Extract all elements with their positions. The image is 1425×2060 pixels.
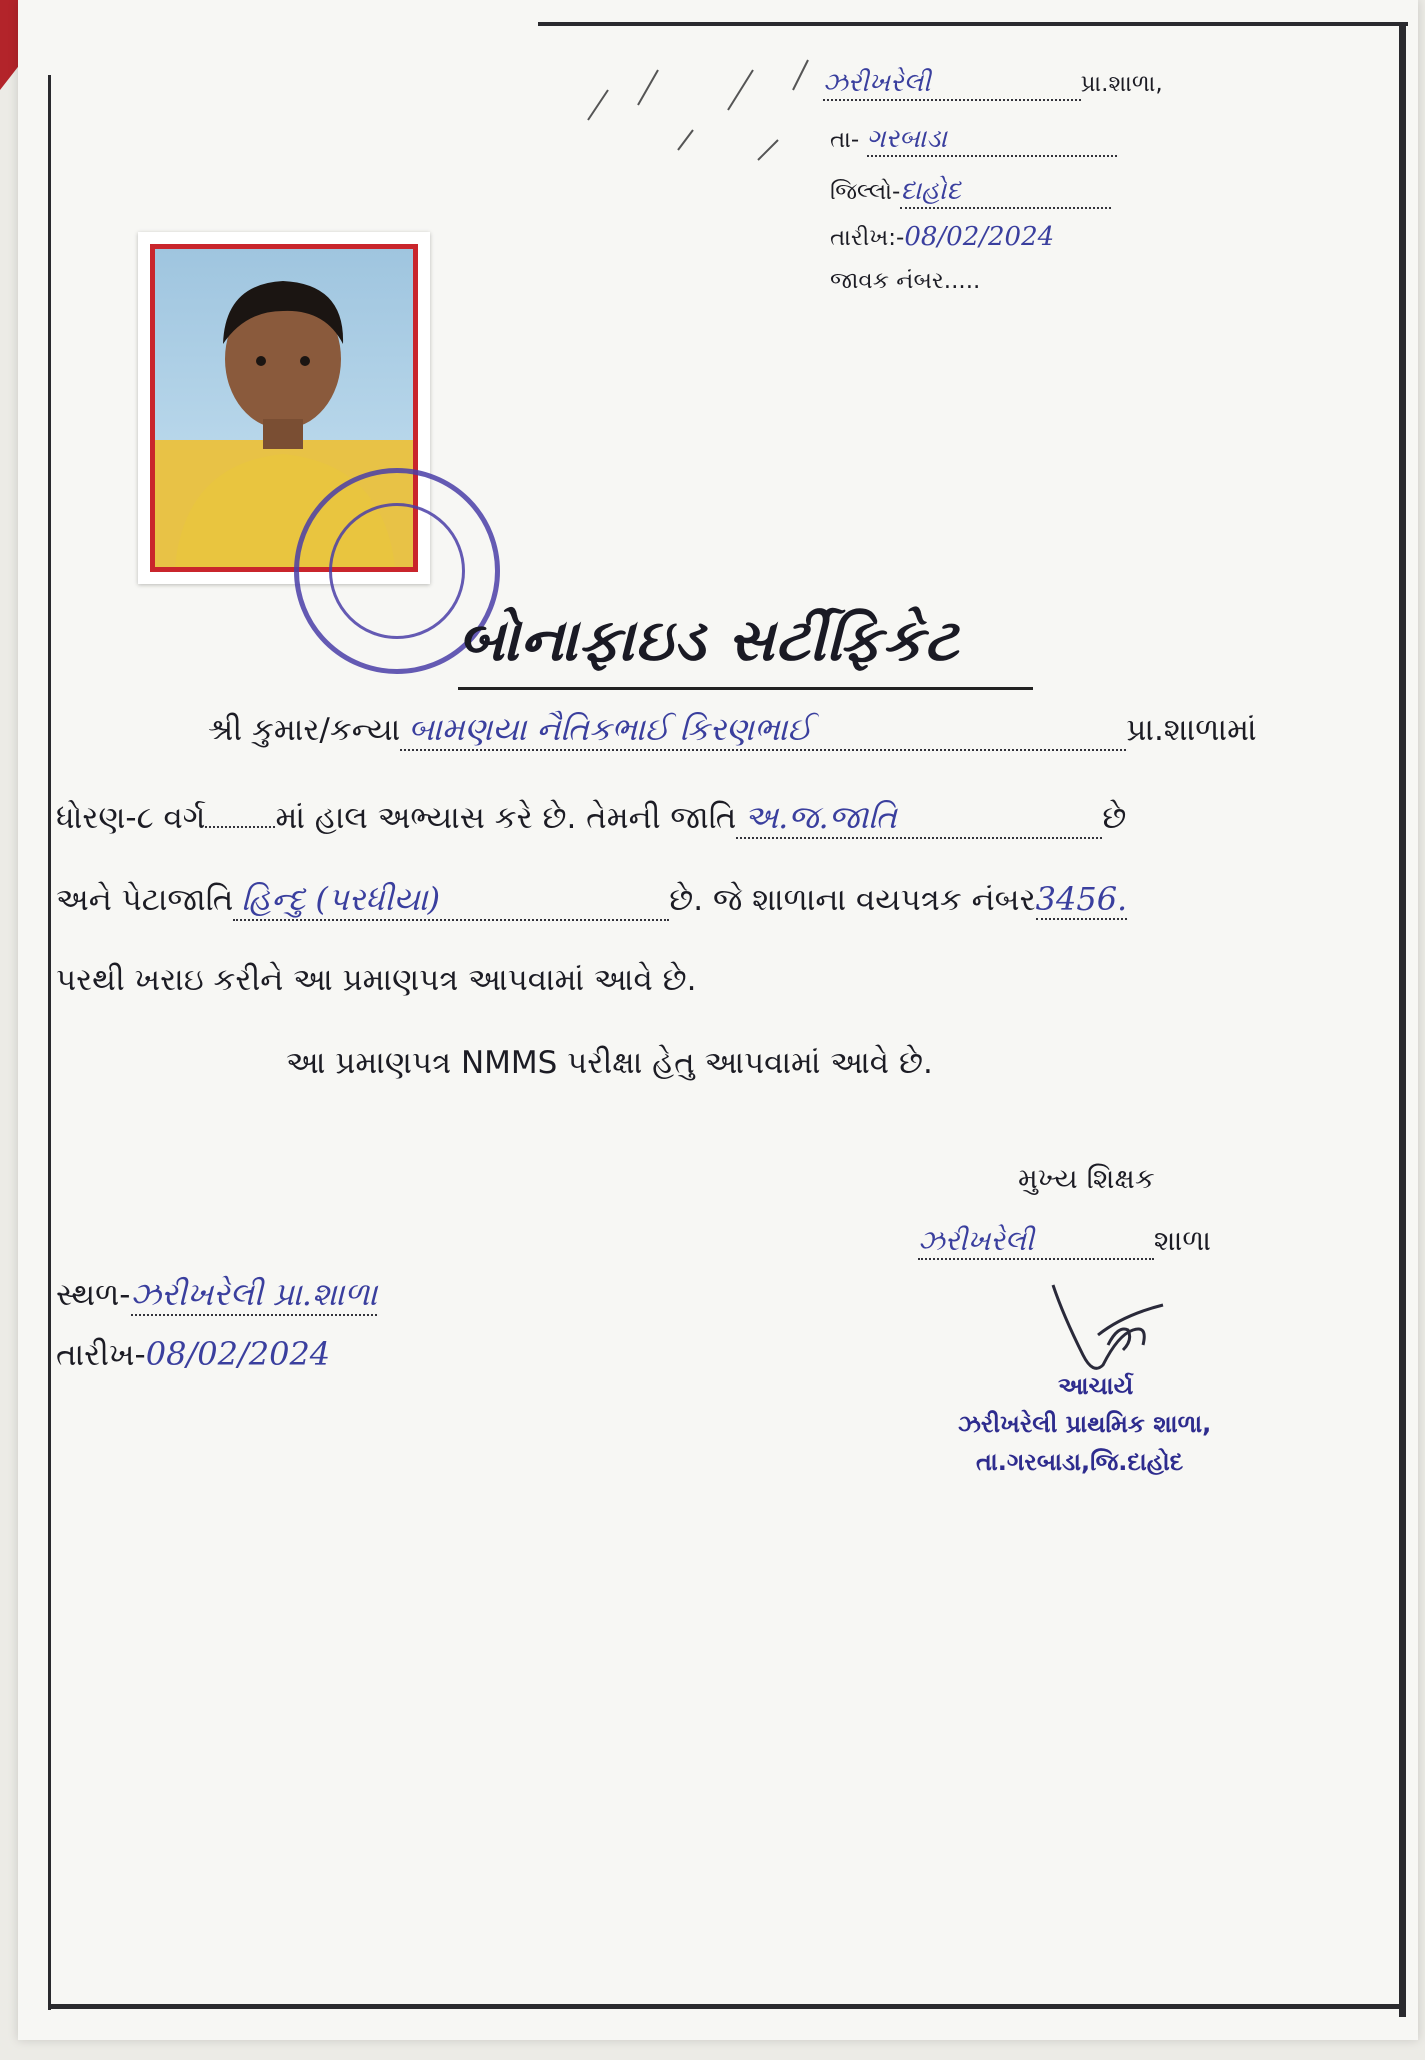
frame-top xyxy=(538,22,1408,26)
student-name: બામણયા નૈતિકભાઈ કિરણભાઈ xyxy=(400,710,1126,751)
frame-bottom xyxy=(48,2004,1406,2009)
header-taluka: તા- ગરબાડા xyxy=(830,124,1117,157)
body-line-5: આ પ્રમાણપત્ર NMMS પરીક્ષા હેતુ આપવામાં આવે છે. xyxy=(286,1045,933,1081)
title-underline xyxy=(458,687,1033,690)
stamp-line-3: તા.ગરબાડા,જિ.દાહોદ xyxy=(976,1448,1184,1476)
header-district-value: દાહોદ xyxy=(900,176,1110,209)
stamp-line-2: ઝરીખરેલી પ્રાથમિક શાળા, xyxy=(958,1410,1212,1438)
header-date-value: 08/02/2024 xyxy=(904,222,1055,252)
frame-right xyxy=(1399,22,1406,2017)
footer-place-value: ઝરીખરેલી પ્રા.શાળા xyxy=(131,1275,378,1316)
register-number: 3456. xyxy=(1035,880,1128,918)
header-district: જિલ્લો-દાહોદ xyxy=(830,176,1111,209)
body-line-1: શ્રી કુમાર/કન્યા બામણયા નૈતિકભાઈ કિરણભાઈ પ્રા.શાળામાં xyxy=(208,710,1257,751)
footer-date-value: 08/02/2024 xyxy=(145,1335,331,1373)
principal-school: ઝરીખરેલી શાળા xyxy=(918,1224,1211,1260)
certificate-title: બોનાફાઇડ સર્ટીફિકેટ xyxy=(458,606,959,674)
pen-marks xyxy=(578,30,838,230)
header-school-suffix: પ્રા.શાળા, xyxy=(1080,71,1163,97)
frame-left xyxy=(48,75,51,2010)
principal-title: મુખ્ય શિક્ષક xyxy=(1018,1162,1155,1195)
header-outward: જાવક નંબર..... xyxy=(830,268,981,294)
header-school xyxy=(823,68,1163,101)
header-school-name: ઝરીખરેલી xyxy=(823,68,1081,101)
footer-place: સ્થળ-ઝરીખરેલી પ્રા.શાળા xyxy=(56,1275,377,1316)
stamp-line-1: આચાર્ય xyxy=(1058,1372,1134,1400)
certificate-sheet xyxy=(18,0,1418,2040)
header-date: તારીખ:-08/02/2024 xyxy=(830,222,1055,252)
header-taluka-value: ગરબાડા xyxy=(867,124,1117,157)
body-line-3: અને પેટાજાતિ હિન્દુ (પરધીયા) છે. જે શાળાના વયપત્રક નંબર3456. xyxy=(56,880,1127,921)
footer-date: તારીખ-08/02/2024 xyxy=(56,1335,331,1373)
subcaste-value: હિન્દુ (પરધીયા) xyxy=(233,880,669,921)
body-line-2: ધોરણ-૮ વર્ગ માં હાલ અભ્યાસ કરે છે. તેમની જાતિ અ.જ.જાતિ છે xyxy=(56,798,1126,839)
caste-value: અ.જ.જાતિ xyxy=(736,798,1102,839)
body-line-4: પરથી ખરાઇ કરીને આ પ્રમાણપત્ર આપવામાં આવે છે. xyxy=(56,962,697,998)
